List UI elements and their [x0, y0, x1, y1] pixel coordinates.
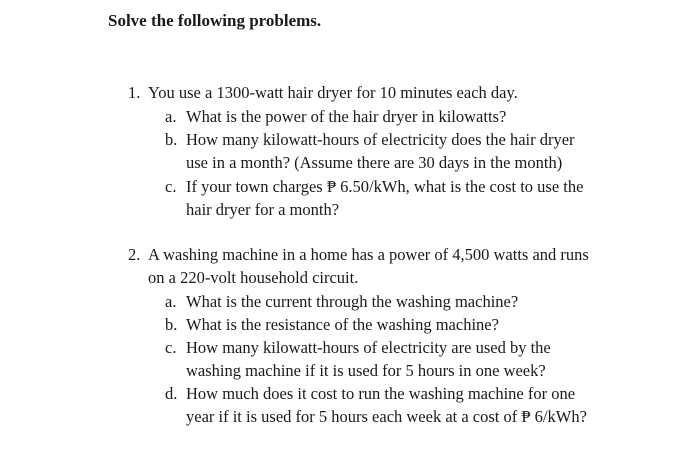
problem-2-part-d	[165, 383, 575, 405]
problem-1-part-a	[165, 106, 506, 128]
problem-2-stem-line-1	[128, 244, 589, 266]
problem-2-part-c-label: c.	[165, 338, 177, 357]
problem-2-number: 2.	[128, 245, 141, 264]
problem-2-part-b	[165, 314, 499, 336]
problem-2-part-c	[165, 337, 551, 359]
problem-1-part-a-label: a.	[165, 107, 177, 126]
problem-1-part-a-text: What is the power of the hair dryer in kilowatts?	[186, 107, 507, 126]
problem-1-part-c-text-2: hair dryer for a month?	[186, 200, 340, 219]
problem-2-part-c-text-1: How many kilowatt-hours of electricity are used by the	[186, 338, 551, 357]
problem-2-part-b-text: What is the resistance of the washing machine?	[186, 315, 499, 334]
problem-1-part-b-text-2: use in a month? (Assume there are 30 days in the month)	[186, 153, 563, 172]
problem-2-part-a	[165, 291, 518, 313]
problem-2-part-d-label: d.	[165, 384, 178, 403]
problem-1-part-b-text-1: How many kilowatt-hours of electricity does the hair dryer	[186, 130, 575, 149]
problem-1-part-c-label: c.	[165, 177, 177, 196]
problem-2-part-d-text-1: How much does it cost to run the washing machine for one	[186, 384, 576, 403]
problem-2-part-a-text: What is the current through the washing machine?	[186, 292, 519, 311]
problem-2-stem-text-1: A washing machine in a home has a power of 4,500 watts and runs	[148, 245, 589, 264]
problem-2-stem-text-2: on a 220-volt household circuit.	[148, 268, 359, 287]
problem-2-part-b-label: b.	[165, 315, 178, 334]
page-title: Solve the following problems.	[108, 11, 322, 30]
problem-2-part-d-text-2: year if it is used for 5 hours each week at a cost of ₱ 6/kWh?	[186, 407, 587, 426]
problem-1-part-b-label: b.	[165, 130, 178, 149]
problem-2-part-a-label: a.	[165, 292, 177, 311]
problem-2-part-c-text-2: washing machine if it is used for 5 hours in one week?	[186, 361, 546, 380]
problem-1-number: 1.	[128, 83, 141, 102]
problem-1-part-b	[165, 129, 575, 151]
problem-1-stem-text: You use a 1300-watt hair dryer for 10 minutes each day.	[148, 83, 518, 102]
problem-1-stem-line-1	[128, 82, 518, 104]
problem-1-part-c-text-1: If your town charges ₱ 6.50/kWh, what is the cost to use the	[186, 177, 584, 196]
problem-1-part-c	[165, 176, 583, 198]
